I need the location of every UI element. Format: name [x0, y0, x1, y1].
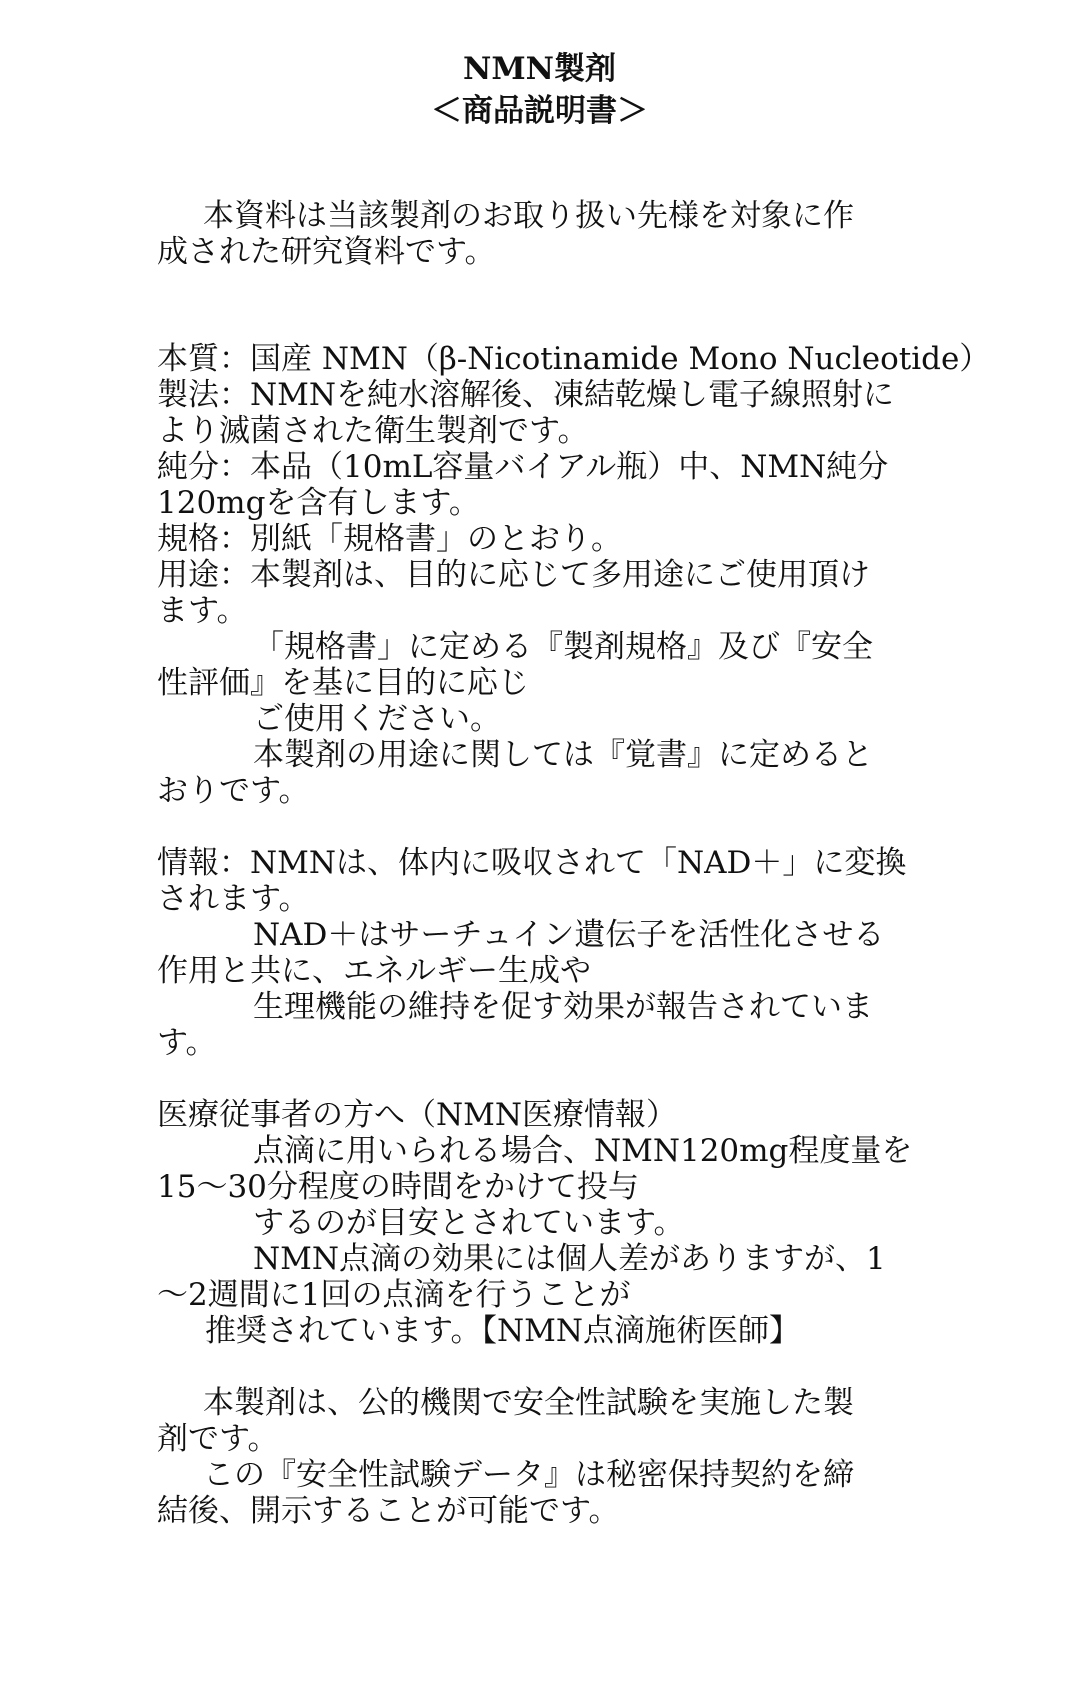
medical-line-4: NMN点滴の効果には個人差がありますが、1 — [253, 1241, 886, 1277]
use-line-3: 「規格書」に定める『製剤規格』及び『安全 — [253, 629, 873, 665]
safety-line-1: 本製剤は、公的機関で安全性試験を実施した製 — [203, 1385, 854, 1421]
document-title: NMN製剤 — [463, 51, 616, 87]
essence-line: 本質：国産 NMN（β-Nicotinamide Mono Nucleotide） — [157, 341, 991, 377]
use-line-4: 性評価』を基に目的に応じ — [157, 665, 529, 701]
medical-line-5: 〜2週間に1回の点滴を行うことが — [157, 1277, 631, 1313]
method-line-1: 製法：NMNを純水溶解後、凍結乾燥し電子線照射に — [157, 377, 894, 413]
document-subtitle: ＜商品説明書＞ — [431, 93, 648, 129]
method-line-2: より滅菌された衛生製剤です。 — [157, 413, 589, 449]
medical-heading: 医療従事者の方へ（NMN医療情報） — [157, 1097, 677, 1133]
safety-line-2: 剤です。 — [157, 1421, 279, 1457]
medical-line-6: 推奨されています。【NMN点滴施術医師】 — [205, 1313, 801, 1349]
info-line-3: NAD＋はサーチュイン遺伝子を活性化させる — [253, 917, 885, 953]
medical-line-3: するのが目安とされています。 — [253, 1205, 685, 1241]
use-line-1: 用途：本製剤は、目的に応じて多用途にご使用頂け — [157, 557, 870, 593]
spec-line: 規格：別紙「規格書」のとおり。 — [157, 521, 622, 557]
use-line-6: 本製剤の用途に関しては『覚書』に定めると — [253, 737, 873, 773]
use-line-5: ご使用ください。 — [253, 701, 501, 737]
medical-line-2: 15〜30分程度の時間をかけて投与 — [157, 1169, 639, 1205]
safety-line-4: 結後、開示することが可能です。 — [157, 1493, 620, 1529]
info-line-4: 作用と共に、エネルギー生成や — [157, 953, 591, 989]
info-line-6: す。 — [157, 1025, 217, 1061]
info-line-2: されます。 — [157, 881, 310, 917]
purity-line-2: 120mgを含有します。 — [157, 485, 480, 521]
intro-line-2: 成された研究資料です。 — [157, 234, 496, 270]
purity-line-1: 純分：本品（10mL容量バイアル瓶）中、NMN純分 — [157, 449, 889, 485]
medical-line-1: 点滴に用いられる場合、NMN120mg程度量を — [253, 1133, 913, 1169]
info-line-1: 情報：NMNは、体内に吸収されて「NAD＋」に変換 — [157, 845, 907, 881]
safety-line-3: この『安全性試験データ』は秘密保持契約を締 — [203, 1457, 854, 1493]
use-line-7: おりです。 — [157, 773, 310, 809]
info-line-5: 生理機能の維持を促す効果が報告されていま — [253, 989, 873, 1025]
use-line-2: ます。 — [157, 593, 248, 629]
intro-line-1: 本資料は当該製剤のお取り扱い先様を対象に作 — [203, 198, 854, 234]
